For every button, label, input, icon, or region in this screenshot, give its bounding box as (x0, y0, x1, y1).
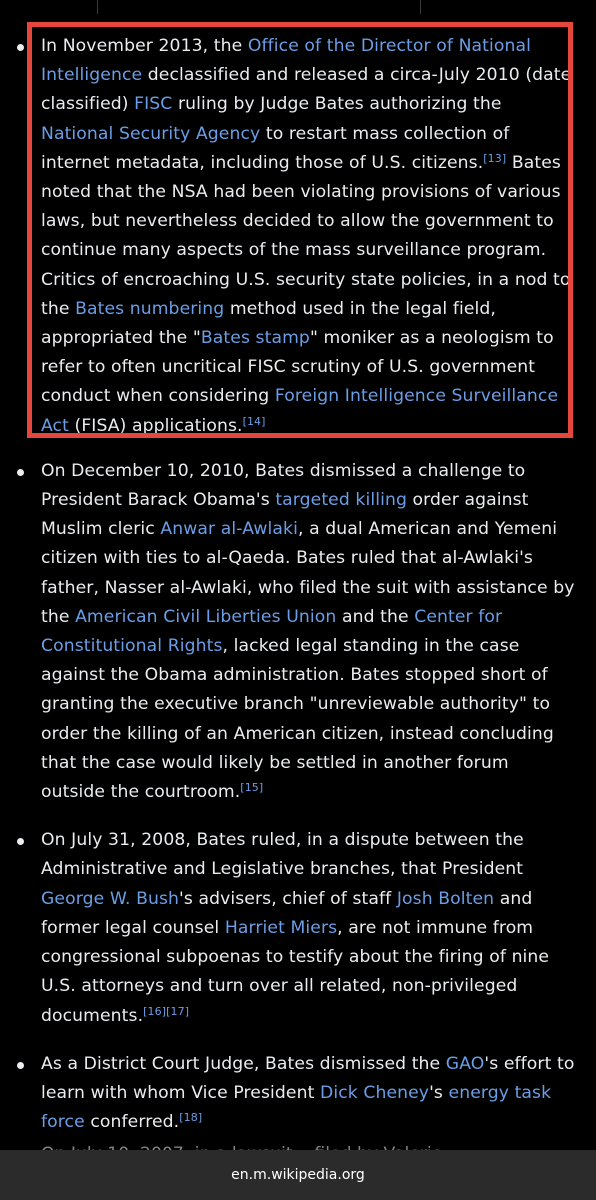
bullet-icon (17, 44, 24, 51)
article-link[interactable]: Bates stamp (200, 328, 310, 349)
body-text: On December 10, 2010, Bates dismissed a challenge to President Barack Obama's (41, 460, 526, 511)
article-link[interactable]: FISC (134, 94, 173, 115)
citation-link[interactable]: [18] (179, 1111, 203, 1125)
article-link[interactable]: Bates numbering (75, 298, 225, 319)
table-divider (97, 0, 98, 14)
list-item (0, 457, 596, 807)
body-text: 's effort to learn with whom Vice President (41, 1053, 575, 1103)
body-text: conferred. (84, 1112, 180, 1133)
body-text: , lacked legal standing in the case against the Obama administration. Bates stopped short of granting the executive branch "unreviewable authority" to order the killing of an American citizen, instead concluding that the case would likely be settled in another forum outside the courtroom. (41, 636, 554, 803)
body-text: (FISA) applications. (68, 415, 243, 436)
article-link[interactable]: energy task force (41, 1082, 552, 1133)
citation (243, 415, 266, 428)
article-link[interactable]: George W. Bush (41, 888, 180, 909)
body-text: " moniker as a neologism to refer to often uncritical FISC scrutiny of U.S. government conduct when considering (41, 328, 554, 407)
citation (166, 1005, 189, 1018)
rulings-list (0, 32, 596, 1156)
citation-link[interactable]: [16] (143, 1004, 167, 1018)
body-text: 's advisers, chief of staff (179, 888, 397, 909)
citation-link[interactable]: [13] (483, 151, 507, 165)
body-text: In November 2013, the (41, 36, 248, 56)
article-link[interactable]: targeted killing (275, 490, 407, 511)
article-link[interactable]: American Civil Liberties Union (75, 606, 337, 627)
article-link[interactable]: Dick Cheney (319, 1082, 430, 1103)
body-text: and the (336, 606, 415, 627)
url-text[interactable]: en.m.wikipedia.org (231, 1167, 365, 1183)
body-text: ruling by Judge Bates authorizing the (172, 94, 502, 115)
list-item (0, 32, 596, 441)
body-text: As a District Court Judge, Bates dismissed the (41, 1053, 446, 1074)
body-text: , a dual American and Yemeni citizen with ties to al-Qaeda. Bates ruled that al-Awlaki's father, Nasser al-Awlaki, who filed the suit with assistance by the (41, 519, 575, 627)
body-text: , are not immune from congressional subpoenas to testify about the firing of nine U.S. attorneys and turn over all related, non-privileged documents. (41, 917, 550, 1026)
citation (240, 781, 263, 794)
citation-link[interactable]: [14] (242, 414, 266, 428)
table-divider (420, 0, 421, 14)
article-link[interactable]: National Security Agency (41, 123, 261, 144)
body-text: order against Muslim cleric (41, 490, 529, 540)
list-item (0, 826, 596, 1030)
article-link[interactable]: GAO (445, 1053, 485, 1074)
article-link[interactable]: Anwar al-Awlaki (160, 519, 298, 540)
body-text: 's (429, 1082, 449, 1103)
body-text: to restart mass collection of internet metadata, including those of U.S. citizens. (41, 123, 510, 173)
previous-content-edge (0, 0, 596, 20)
bullet-icon (17, 1062, 24, 1069)
article-link[interactable]: Center for Constitutional Rights (41, 606, 503, 657)
citation (483, 152, 506, 165)
bullet-icon (17, 838, 24, 845)
browser-url-bar[interactable] (0, 1150, 596, 1200)
article-link[interactable]: Harriet Miers (224, 917, 338, 938)
body-text: On July 31, 2008, Bates ruled, in a dispute between the Administrative and Legislative branches, that President (41, 830, 524, 880)
article-link[interactable]: Office of the Director of National Intelligence (41, 36, 531, 86)
citation (179, 1111, 202, 1124)
body-text: and former legal counsel (41, 888, 533, 938)
bullet-icon (17, 469, 24, 476)
body-text: Bates noted that the NSA had been violating provisions of various laws, but nevertheless decided to allow the government to continue many aspects of the mass surveillance program. Critics of encroaching U.S. security state policies, in a nod to the (41, 152, 571, 319)
body-text: declassified and released a circa-July 2010 (date classified) (41, 65, 572, 115)
article-link[interactable]: Josh Bolten (396, 888, 495, 909)
article-link[interactable]: Foreign Intelligence Surveillance Act (41, 386, 559, 436)
citation-link[interactable]: [17] (166, 1004, 190, 1018)
citation-link[interactable]: [15] (240, 781, 264, 795)
citation (143, 1005, 166, 1018)
list-item (0, 1050, 596, 1138)
body-text: method used in the legal field, appropriated the " (41, 298, 496, 349)
